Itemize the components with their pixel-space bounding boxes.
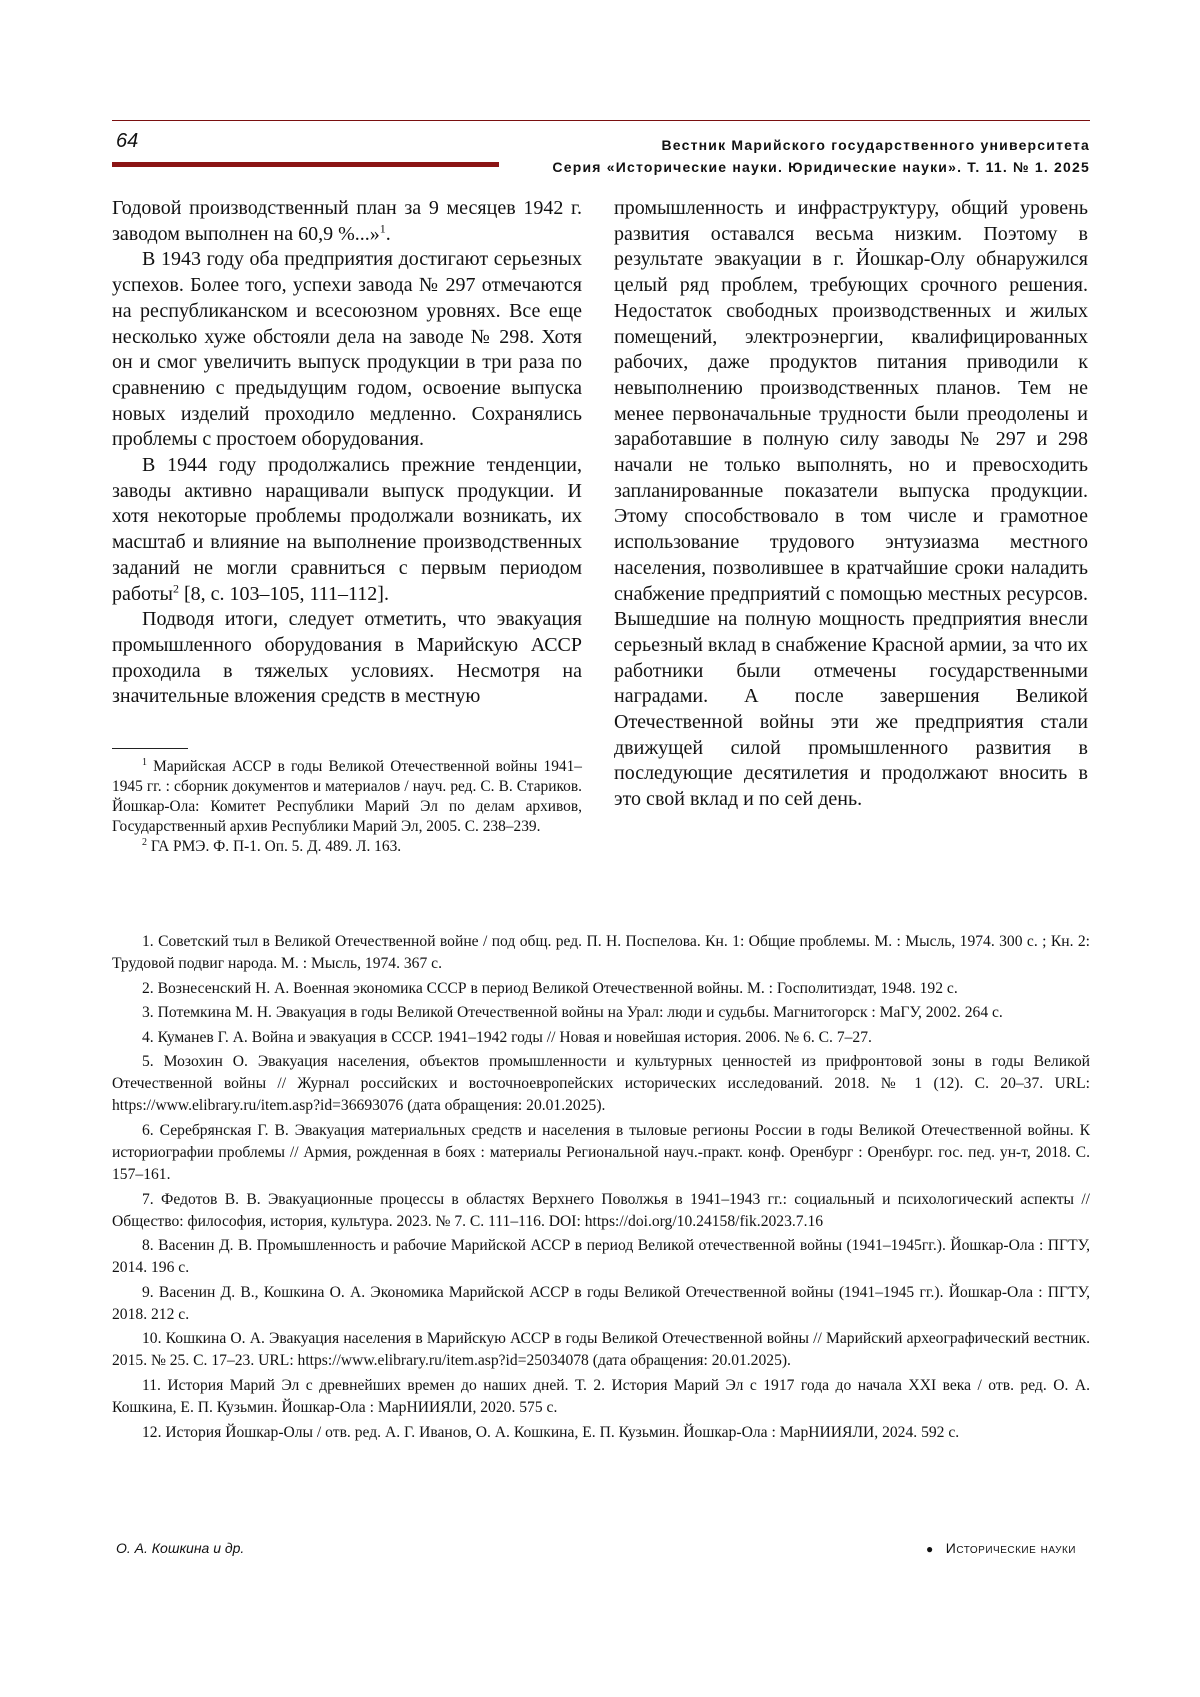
reference-item: 1. Советский тыл в Великой Отечественной войне / под общ. ред. П. Н. Поспелова. Кн. 1: Общие проблемы. М. : Мысль, 1974. 300 с. ; Кн. 2: Трудовой подвиг народа. М. : Мысль, 1974. 367 с. xyxy=(112,933,1090,972)
reference-item: 11. История Марий Эл с древнейших времен до наших дней. Т. 2. История Марий Эл с 1917 года до начала XXI века / отв. ред. О. А. Кошкина, Е. П. Кузьмин. Йошкар-Ола : МарНИИЯЛИ, 2020. 575 с. xyxy=(112,1376,1090,1416)
journal-title-line1: Вестник Марийского государственного университета xyxy=(661,137,1090,153)
paragraph: В 1944 году продолжались прежние тенденции, заводы активно наращивали выпуск продукции. И хотя некоторые проблемы продолжали возникать, их масштаб и влияние на выполнение производственных заданий не могли сравниться с первым периодом работы$^2$ [8, с. 103–105, 111–112]. xyxy=(112,454,582,605)
right-column xyxy=(614,196,1088,813)
page-header xyxy=(112,118,1090,178)
left-column xyxy=(112,196,582,710)
journal-title-line2: Серия «Исторические науки. Юридические науки». Т. 11. № 1. 2025 xyxy=(552,159,1090,175)
footnote-ref[interactable]: 2 xyxy=(172,580,179,595)
reference-list xyxy=(112,931,1090,1446)
footnotes xyxy=(112,757,582,857)
footer-authors: О. А. Кошкина и др. xyxy=(116,1540,245,1556)
footnote-divider xyxy=(112,748,188,749)
bullet-icon: ● xyxy=(926,1542,934,1556)
page-number: 64 xyxy=(116,130,139,152)
footnote: $^1$ Марийская АССР в годы Великой Отечественной войны 1941–1945 гг. : сборник документов и материалов / науч. ред. С. В. Стариков. Йошкар-Ола: Комитет Республики Марий Эл по делам архивов, Государственный архив Республики Марий Эл, 2005. С. 238–239. xyxy=(112,756,582,835)
journal-title xyxy=(552,134,1090,178)
footnote-number: 1 xyxy=(142,756,147,768)
footnote-ref[interactable]: 1 xyxy=(379,221,386,236)
reference-item: 9. Васенин Д. В., Кошкина О. А. Экономика Марийской АССР в годы Великой Отечественной войны (1941–1945 гг.). Йошкар-Ола : ПГТУ, 2018. 212 с. xyxy=(112,1283,1090,1323)
paragraph: Подводя итоги, следует отметить, что эвакуация промышленного оборудования в Марийскую АССР проходила в тяжелых условиях. Несмотря на значительные вложения средств в местную xyxy=(112,608,582,708)
paragraph: Годовой производственный план за 9 месяцев 1942 г. заводом выполнен на 60,9 %...»$^1$. xyxy=(112,197,582,245)
reference-item: 3. Потемкина М. Н. Эвакуация в годы Великой Отечественной войны на Урал: люди и судьбы. Магнитогорск : МаГУ, 2002. 264 с. xyxy=(142,1004,1003,1022)
footnote: $^2$ ГА РМЭ. Ф. П-1. Оп. 5. Д. 489. Л. 163. xyxy=(142,836,402,855)
paragraph: промышленность и инфраструктуру, общий уровень развития оставался весьма низким. Поэтому в результате эвакуации в г. Йошкар-Олу обнаружился целый ряд проблем, требующих срочного решения. Недостаток свободных производственных и жилых помещений, электроэнергии, квалифицированных рабочих, даже продуктов питания приводили к невыполнению производственных планов. Тем не менее первоначальные трудности были преодолены и заработавшие в полную силу заводы № 297 и 298 начали не только выполнять, но и превосходить запланированные показатели выпуска продукции. Этому способствовало в том числе и грамотное использование трудового энтузиазма местного населения, позволившее в кратчайшие сроки наладить снабжение предприятий с помощью местных ресурсов. Вышедшие на полную мощность предприятия внесли серьезный вклад в снабжение Красной армии, за что их работники были отмечены государственными наградами. А после завершения Великой Отечественной войны эти же предприятия стали движущей силой промышленного развития в последующие десятилетия и продолжают вносить в это свой вклад и по сей день. xyxy=(614,197,1088,811)
paragraph: В 1943 году оба предприятия достигают серьезных успехов. Более того, успехи завода № 297 отмечаются на республиканском и всесоюзном уровнях. Все еще несколько хуже обстояли дела на заводе № 298. Хотя он и смог увеличить выпуск продукции в три раза по сравнению с предыдущим годом, освоение выпуска новых изделий проходило медленно. Сохранялись проблемы с простоем оборудования. xyxy=(112,248,582,451)
reference-item: 4. Куманев Г. А. Война и эвакуация в СССР. 1941–1942 годы // Новая и новейшая история. 2006. № 6. С. 7–27. xyxy=(142,1028,872,1046)
reference-item: 7. Федотов В. В. Эвакуационные процессы в областях Верхнего Поволжья в 1941–1943 гг.: социальный и психологический аспекты // Общество: философия, история, культура. 2023. № 7. С. 111–116. DOI: https://doi.org/10.24158/fik.2023.7.16 xyxy=(112,1190,1090,1230)
reference-item: 6. Серебрянская Г. В. Эвакуация материальных средств и населения в тыловые регионы России в годы Великой Отечественной войны. К историографии проблемы // Армия, рожденная в боях : материалы Региональной науч.-практ. конф. Оренбург : Оренбург. гос. пед. ун-т, 2018. С. 157–161. xyxy=(112,1121,1090,1183)
page-footer xyxy=(112,1540,1090,1564)
reference-item: 8. Васенин Д. В. Промышленность и рабочие Марийской АССР в период Великой отечественной войны (1941–1945гг.). Йошкар-Ола : ПГТУ, 2014. 196 с. xyxy=(112,1237,1090,1277)
header-accent-bar xyxy=(112,162,499,167)
reference-item: 10. Кошкина О. А. Эвакуация населения в Марийскую АССР в годы Великой Отечественной войны // Марийский археографический вестник. 2015. № 25. С. 17–23. URL: https://www.elibrary.ru/item.asp?id=25034078 (дата обращения: 20.01.2025). xyxy=(112,1330,1090,1370)
header-rule xyxy=(112,120,1090,121)
reference-item: 2. Вознесенский Н. А. Военная экономика СССР в период Великой Отечественной войны. М. : Госполитиздат, 1948. 192 с. xyxy=(142,979,958,997)
footer-section-label: Исторические науки xyxy=(945,1540,1076,1556)
reference-item: 12. История Йошкар-Олы / отв. ред. А. Г. Иванов, О. А. Кошкина, Е. П. Кузьмин. Йошкар-Ола : МарНИИЯЛИ, 2024. 592 с. xyxy=(142,1423,960,1441)
footnote-number: 2 xyxy=(142,836,147,848)
footer-section xyxy=(926,1540,1076,1556)
reference-item: 5. Мозохин О. Эвакуация населения, объектов промышленности и культурных ценностей из прифронтовой зоны в годы Великой Отечественной войны // Журнал российских и восточноевропейских исторических исследований. 2018. № 1 (12). С. 20–37. URL: https://www.elibrary.ru/item.asp?id=36693076 (дата обращения: 20.01.2025). xyxy=(112,1053,1090,1115)
